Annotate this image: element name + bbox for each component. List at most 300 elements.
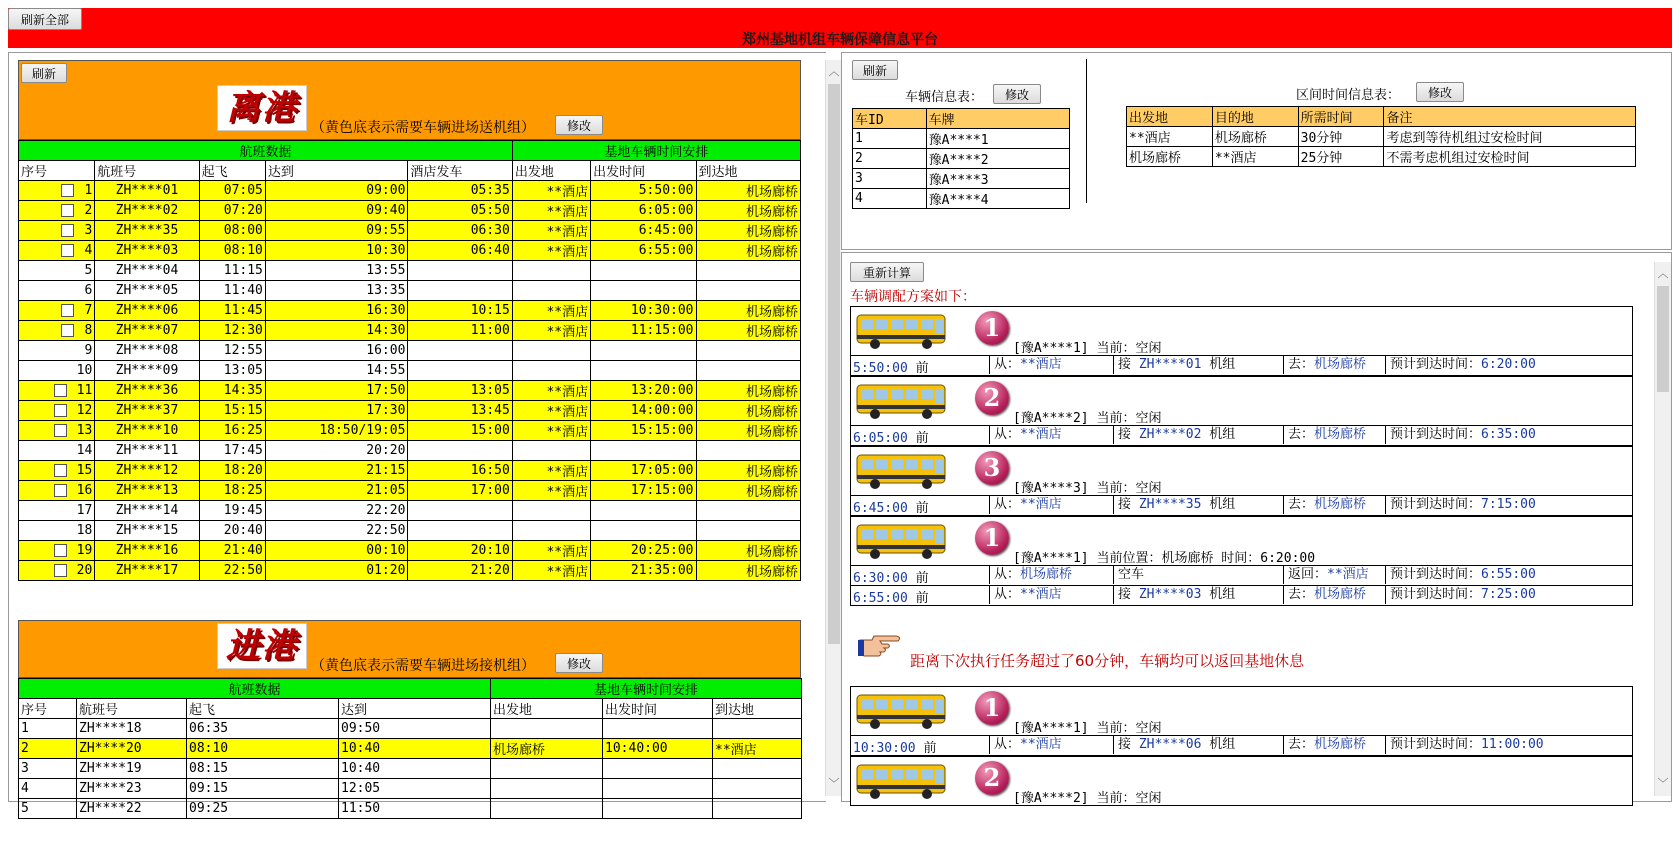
plan-scroll-down-icon[interactable]: ﹀ [1657,777,1669,790]
plan-task-cell: 接 ZH****03 机组 [1113,585,1235,604]
flight-number-cell: ZH****23 [77,779,187,799]
row-number-cell: 6 [19,281,95,301]
plan-from-cell: 从：**酒店 [989,735,1062,754]
vehicle-status-text: [豫A****1] 当前位置：机场廊桥 时间：6:20:00 [1013,551,1316,566]
hotel-departure-cell: 06:40 [408,241,512,261]
scroll-down-icon[interactable]: ﹀ [828,777,840,790]
flight-number-cell: ZH****14 [95,501,199,521]
origin-cell: **酒店 [512,481,590,501]
plan-task-cell: 接 ZH****02 机组 [1113,425,1235,444]
hotel-departure-cell: 11:00 [408,321,512,341]
departure-time-cell: 14:35 [199,381,265,401]
interval-table [1126,106,1636,167]
row-number-cell: 5 [19,799,77,819]
depart-time-cell: 15:15:00 [591,421,696,441]
destination-cell [713,779,802,799]
interval-cell: **酒店 [1212,147,1298,167]
plan-eta-cell: 预计到达时间：6:20:00 [1385,355,1536,374]
row-number-cell[interactable]: 2 [19,201,95,221]
bus-icon [855,311,949,351]
flight-number-cell: ZH****15 [95,521,199,541]
row-number-cell: 14 [19,441,95,461]
departure-time-cell: 13:05 [199,361,265,381]
table-row[interactable] [19,799,802,819]
destination-cell: 机场廊桥 [696,421,800,441]
flight-number-cell: ZH****18 [77,719,187,739]
depart-time-cell [591,281,696,301]
origin-cell: 机场廊桥 [491,739,603,759]
departure-time-cell: 17:45 [199,441,265,461]
destination-cell [696,361,800,381]
vehicle-status-text: [豫A****3] 当前：空闲 [1013,481,1162,496]
arrival-time-cell: 14:55 [265,361,408,381]
column-header-row [19,161,801,181]
bus-icon [855,691,949,731]
departure-time-cell: 18:20 [199,461,265,481]
hotel-departure-cell [408,521,512,541]
table-row[interactable] [19,719,802,739]
origin-cell: **酒店 [512,181,590,201]
table-row[interactable] [19,221,801,241]
arrivals-table [18,678,802,819]
bus-icon [855,761,949,801]
arrival-time-cell: 16:30 [265,301,408,321]
arrival-time-cell: 21:15 [265,461,408,481]
depart-time-cell [591,441,696,461]
plan-task-cell: 空车 [1113,565,1144,584]
row-number-cell[interactable]: 3 [19,221,95,241]
plan-card [850,686,1633,756]
destination-cell: 机场廊桥 [696,241,800,261]
destination-cell [696,281,800,301]
table-row[interactable] [19,401,801,421]
plan-time-cell: 5:50:00 前 [853,361,929,376]
flight-data-group-header: 航班数据 [19,679,491,699]
refresh-all-button[interactable]: 刷新全部 [8,8,82,30]
row-checkbox[interactable] [54,484,67,497]
plan-to-cell: 去：机场廊桥 [1283,425,1366,444]
flight-data-group-header: 航班数据 [19,141,513,161]
flight-number-cell: ZH****03 [95,241,199,261]
depart-time-cell: 14:00:00 [591,401,696,421]
table-row[interactable] [19,561,801,581]
hotel-departure-cell: 15:00 [408,421,512,441]
row-number-cell[interactable]: 12 [19,401,95,421]
vehicle-schedule-group-header: 基地车辆时间安排 [491,679,802,699]
column-header: 到达地 [696,161,800,181]
depart-time-cell [591,521,696,541]
hotel-departure-cell: 13:45 [408,401,512,421]
interval-cell: 25分钟 [1298,147,1384,167]
plan-card [850,376,1633,446]
departures-refresh-button[interactable]: 刷新 [21,63,67,83]
plan-eta-cell: 预计到达时间：7:15:00 [1385,495,1536,514]
flight-number-cell: ZH****05 [95,281,199,301]
arrivals-edit-button[interactable]: 修改 [555,653,603,673]
column-header: 航班号 [95,161,199,181]
table-row [853,169,1070,189]
departure-time-cell: 11:45 [199,301,265,321]
destination-cell [696,521,800,541]
depart-time-cell [591,501,696,521]
plan-task-cell: 接 ZH****01 机组 [1113,355,1235,374]
row-checkbox[interactable] [54,544,67,557]
table-row [1127,127,1636,147]
departure-time-cell: 08:10 [187,739,339,759]
table-row[interactable] [19,461,801,481]
origin-cell: **酒店 [512,561,590,581]
column-header-row [19,699,802,719]
plan-card [850,306,1633,376]
arrival-time-cell: 22:50 [265,521,408,541]
hotel-departure-cell: 21:20 [408,561,512,581]
plan-row [851,565,1632,585]
flight-number-cell: ZH****06 [95,301,199,321]
arrivals-logo: 进港 [217,623,307,669]
table-row[interactable] [19,739,802,759]
row-checkbox[interactable] [61,244,74,257]
origin-cell: **酒店 [512,321,590,341]
table-row [1127,147,1636,167]
vehicle-table [852,108,1070,209]
destination-cell: 机场廊桥 [696,201,800,221]
destination-cell [713,759,802,779]
arrival-time-cell: 00:10 [265,541,408,561]
row-number-cell: 9 [19,341,95,361]
table-row[interactable] [19,321,801,341]
column-header: 达到 [339,699,491,719]
row-number-cell: 2 [19,739,77,759]
left-scrollbar-thumb[interactable] [828,84,840,644]
departures-edit-button[interactable]: 修改 [555,115,603,135]
origin-cell [512,281,590,301]
row-number-cell[interactable]: 16 [19,481,95,501]
depart-time-cell [603,759,713,779]
depart-time-cell: 10:40:00 [603,739,713,759]
plan-scroll-up-icon[interactable]: ︿ [1657,267,1669,280]
sequence-badge: 2 [975,761,1009,795]
info-refresh-button[interactable]: 刷新 [852,60,898,80]
arrival-time-cell: 17:30 [265,401,408,421]
flight-number-cell: ZH****22 [77,799,187,819]
departure-time-cell: 09:25 [187,799,339,819]
interval-cell: 机场廊桥 [1212,127,1298,147]
table-row[interactable] [19,779,802,799]
arrival-time-cell: 14:30 [265,321,408,341]
group-header-row [19,679,802,699]
left-scrollbar[interactable] [825,60,842,796]
departures-note: （黄色底表示需要车辆进场送机组） [311,120,535,136]
vehicle-status-text: [豫A****1] 当前：空闲 [1013,721,1162,736]
column-header: 出发时间 [591,161,696,181]
table-row[interactable] [19,541,801,561]
hotel-departure-cell: 13:05 [408,381,512,401]
row-checkbox[interactable] [54,384,67,397]
row-number-cell[interactable]: 20 [19,561,95,581]
table-row[interactable] [19,201,801,221]
column-header: 出发地 [1127,107,1213,127]
table-row[interactable] [19,759,802,779]
column-header: 序号 [19,161,95,181]
plan-from-cell: 从：机场廊桥 [989,565,1072,584]
plan-scrollbar-thumb[interactable] [1657,286,1669,392]
vehicle-edit-button[interactable]: 修改 [993,84,1041,104]
interval-cell: 不需考虑机组过安检时间 [1384,147,1636,167]
table-row[interactable] [19,421,801,441]
vehicle-status-text: [豫A****2] 当前：空闲 [1013,791,1162,806]
column-header: 起飞 [199,161,265,181]
bus-icon [855,521,949,561]
vehicle-cell: 豫A****4 [926,189,1069,209]
column-header: 酒店发车 [408,161,512,181]
column-header: 车牌 [926,109,1069,129]
row-checkbox[interactable] [54,464,67,477]
flight-number-cell: ZH****11 [95,441,199,461]
column-header: 达到 [265,161,408,181]
hotel-departure-cell [408,441,512,461]
origin-cell: **酒店 [512,221,590,241]
departure-time-cell: 16:25 [199,421,265,441]
destination-cell [696,441,800,461]
vehicle-cell: 2 [853,149,927,169]
arrival-time-cell: 09:40 [265,201,408,221]
plan-card [850,446,1633,516]
plan-to-cell: 去：机场廊桥 [1283,495,1366,514]
origin-cell: **酒店 [512,381,590,401]
plan-from-cell: 从：**酒店 [989,355,1062,374]
table-row[interactable] [19,481,801,501]
table-row[interactable] [19,441,801,461]
departure-time-cell: 07:05 [199,181,265,201]
arrival-time-cell: 09:55 [265,221,408,241]
hotel-departure-cell: 06:30 [408,221,512,241]
vehicle-cell: 3 [853,169,927,189]
vehicle-cell: 4 [853,189,927,209]
title-bar [8,8,1672,48]
group-header-row [19,141,801,161]
flight-number-cell: ZH****10 [95,421,199,441]
table-row [853,149,1070,169]
row-checkbox[interactable] [54,424,67,437]
arrival-time-cell: 16:00 [265,341,408,361]
hotel-departure-cell [408,501,512,521]
column-header: 序号 [19,699,77,719]
column-header: 车ID [853,109,927,129]
table-row [853,129,1070,149]
sequence-badge: 3 [975,451,1009,485]
depart-time-cell [603,779,713,799]
table-row[interactable] [19,241,801,261]
row-number-cell[interactable]: 19 [19,541,95,561]
table-row[interactable] [19,381,801,401]
plan-card [850,756,1633,806]
row-number-cell: 17 [19,501,95,521]
row-checkbox[interactable] [61,204,74,217]
destination-cell: 机场廊桥 [696,461,800,481]
flight-number-cell: ZH****17 [95,561,199,581]
depart-time-cell: 6:05:00 [591,201,696,221]
depart-time-cell [591,341,696,361]
interval-cell: 30分钟 [1298,127,1384,147]
row-number-cell[interactable]: 1 [19,181,95,201]
interval-header-row [1127,107,1636,127]
plan-task-cell: 接 ZH****35 机组 [1113,495,1235,514]
plan-eta-cell: 预计到达时间：11:00:00 [1385,735,1544,754]
recalculate-button[interactable]: 重新计算 [850,262,924,282]
origin-cell: **酒店 [512,201,590,221]
vehicle-cell: 豫A****3 [926,169,1069,189]
table-row[interactable] [19,261,801,281]
departure-time-cell: 06:35 [187,719,339,739]
row-number-cell[interactable]: 8 [19,321,95,341]
flight-number-cell: ZH****07 [95,321,199,341]
interval-cell: 机场廊桥 [1127,147,1213,167]
departure-time-cell: 12:55 [199,341,265,361]
origin-cell [512,441,590,461]
departure-time-cell: 08:10 [199,241,265,261]
departure-time-cell: 08:15 [187,759,339,779]
flight-number-cell: ZH****35 [95,221,199,241]
table-row[interactable] [19,501,801,521]
bus-icon [855,381,949,421]
destination-cell [696,261,800,281]
table-row[interactable] [19,361,801,381]
vehicle-cell: 豫A****2 [926,149,1069,169]
origin-cell: **酒店 [512,401,590,421]
plan-row [851,585,1632,605]
row-checkbox[interactable] [61,304,74,317]
row-number-cell[interactable]: 4 [19,241,95,261]
departures-logo: 离港 [217,85,307,131]
flight-number-cell: ZH****04 [95,261,199,281]
arrival-time-cell: 18:50/19:05 [265,421,408,441]
row-number-cell[interactable]: 13 [19,421,95,441]
origin-cell [512,341,590,361]
depart-time-cell: 6:45:00 [591,221,696,241]
origin-cell [512,261,590,281]
row-checkbox[interactable] [61,224,74,237]
hotel-departure-cell: 20:10 [408,541,512,561]
destination-cell: 机场廊桥 [696,381,800,401]
departure-time-cell: 07:20 [199,201,265,221]
interval-cell: 考虑到等待机组过安检时间 [1384,127,1636,147]
row-checkbox[interactable] [54,564,67,577]
departure-time-cell: 11:40 [199,281,265,301]
plan-time-cell: 10:30:00 前 [853,741,937,756]
origin-cell [512,501,590,521]
plan-title: 车辆调配方案如下： [850,289,976,305]
arrival-time-cell: 10:30 [265,241,408,261]
departure-time-cell: 09:15 [187,779,339,799]
arrival-time-cell: 12:05 [339,779,491,799]
column-header: 出发地 [491,699,603,719]
row-number-cell[interactable]: 11 [19,381,95,401]
row-checkbox[interactable] [54,404,67,417]
hotel-departure-cell: 05:50 [408,201,512,221]
plan-eta-cell: 预计到达时间：6:55:00 [1385,565,1536,584]
hotel-departure-cell: 17:00 [408,481,512,501]
row-number-cell[interactable]: 15 [19,461,95,481]
column-header: 出发时间 [603,699,713,719]
table-row[interactable] [19,341,801,361]
scroll-up-icon[interactable]: ︿ [828,65,840,78]
row-checkbox[interactable] [61,324,74,337]
row-number-cell: 5 [19,261,95,281]
plan-scrollbar[interactable] [1654,262,1671,796]
plan-row [851,735,1632,755]
plan-time-cell: 6:05:00 前 [853,431,929,446]
flight-number-cell: ZH****19 [77,759,187,779]
hotel-departure-cell: 05:35 [408,181,512,201]
departure-time-cell: 11:15 [199,261,265,281]
plan-from-cell: 从：**酒店 [989,585,1062,604]
column-header: 目的地 [1212,107,1298,127]
plan-time-cell: 6:45:00 前 [853,501,929,516]
table-row[interactable] [19,281,801,301]
depart-time-cell: 5:50:00 [591,181,696,201]
row-number-cell[interactable]: 7 [19,301,95,321]
flight-number-cell: ZH****08 [95,341,199,361]
table-row [853,189,1070,209]
vehicle-status-text: [豫A****1] 当前：空闲 [1013,341,1162,356]
plan-to-cell: 去：机场廊桥 [1283,735,1366,754]
flight-number-cell: ZH****16 [95,541,199,561]
flight-number-cell: ZH****02 [95,201,199,221]
arrival-time-cell: 13:35 [265,281,408,301]
vehicle-cell: 豫A****1 [926,129,1069,149]
table-row[interactable] [19,521,801,541]
departure-time-cell: 20:40 [199,521,265,541]
departure-time-cell: 21:40 [199,541,265,561]
plan-to-cell: 去：机场廊桥 [1283,585,1366,604]
arrivals-table-viewport [18,678,801,816]
row-number-cell: 1 [19,719,77,739]
plan-from-cell: 从：**酒店 [989,495,1062,514]
depart-time-cell: 13:20:00 [591,381,696,401]
interval-edit-button[interactable]: 修改 [1416,82,1464,102]
interval-info-label: 区间时间信息表： [1296,88,1401,103]
plan-time-cell: 6:55:00 前 [853,591,929,606]
depart-time-cell: 21:35:00 [591,561,696,581]
depart-time-cell: 17:05:00 [591,461,696,481]
origin-cell: **酒店 [512,241,590,261]
sequence-badge: 2 [975,381,1009,415]
rest-note: 距离下次执行任务超过了60分钟，车辆均可以返回基地休息 [910,652,1305,670]
destination-cell: 机场廊桥 [696,541,800,561]
origin-cell [491,759,603,779]
hotel-departure-cell [408,281,512,301]
destination-cell [696,341,800,361]
flight-number-cell: ZH****09 [95,361,199,381]
sequence-badge: 1 [975,691,1009,725]
departures-header [18,60,801,140]
arrival-time-cell: 10:40 [339,739,491,759]
arrival-time-cell: 13:55 [265,261,408,281]
row-number-cell: 10 [19,361,95,381]
vehicle-schedule-group-header: 基地车辆时间安排 [512,141,800,161]
origin-cell [512,361,590,381]
vehicle-cell: 1 [853,129,927,149]
table-row[interactable] [19,301,801,321]
destination-cell: 机场廊桥 [696,561,800,581]
depart-time-cell [603,719,713,739]
table-row[interactable] [19,181,801,201]
arrivals-note: （黄色底表示需要车辆进场接机组） [311,658,535,674]
origin-cell: **酒店 [512,461,590,481]
arrival-time-cell: 10:40 [339,759,491,779]
origin-cell: **酒店 [512,301,590,321]
row-checkbox[interactable] [61,184,74,197]
